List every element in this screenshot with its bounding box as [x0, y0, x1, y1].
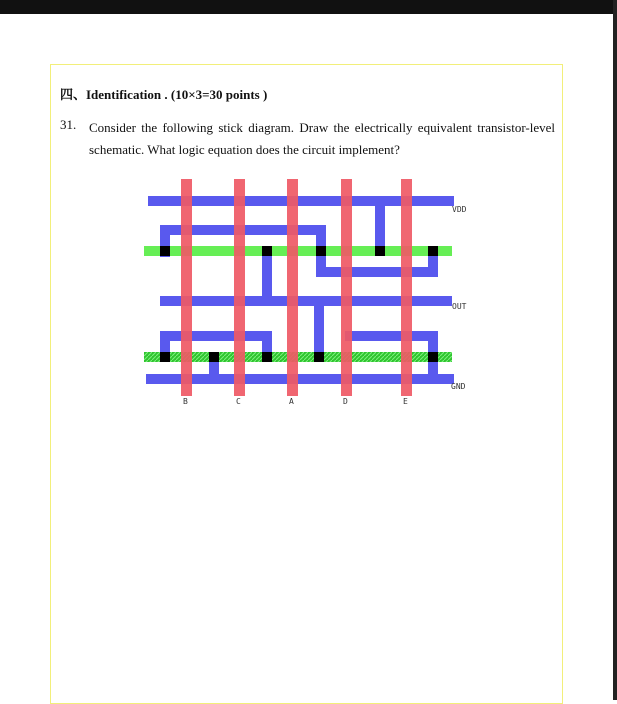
question-text: Consider the following stick diagram. Draw the electrically equivalent transistor-level schematic. What logic equation does the circuit implement?: [89, 120, 555, 157]
contact: [316, 246, 326, 256]
poly-gate-b: [181, 179, 192, 396]
contact: [262, 246, 272, 256]
gate-label-e: E: [403, 397, 408, 406]
metal-wire: [262, 251, 272, 306]
poly-gate-c: [234, 179, 245, 396]
contact: [262, 352, 272, 362]
contact: [375, 246, 385, 256]
metal-wire: [316, 267, 438, 277]
metal-wire: [160, 331, 272, 341]
metal-wire: [314, 296, 324, 358]
poly-gate-a: [287, 179, 298, 396]
gate-label-d: D: [343, 397, 348, 406]
section-heading: 四、Identification . (10×3=30 points ): [60, 87, 268, 102]
vdd-label: VDD: [452, 205, 467, 214]
contact: [428, 352, 438, 362]
contact: [160, 352, 170, 362]
gate-label-a: A: [289, 397, 294, 406]
contact: [160, 246, 170, 256]
poly-gate-e: [401, 179, 412, 396]
out-label: OUT: [452, 302, 467, 311]
poly-gate-d: [341, 179, 352, 396]
contact: [209, 352, 219, 362]
metal-wire: [345, 331, 437, 341]
gnd-label: GND: [451, 382, 466, 391]
question-number: 31.: [60, 117, 77, 132]
contact: [428, 246, 438, 256]
gate-label-c: C: [236, 397, 241, 406]
gate-label-b: B: [183, 397, 188, 406]
contact: [314, 352, 324, 362]
